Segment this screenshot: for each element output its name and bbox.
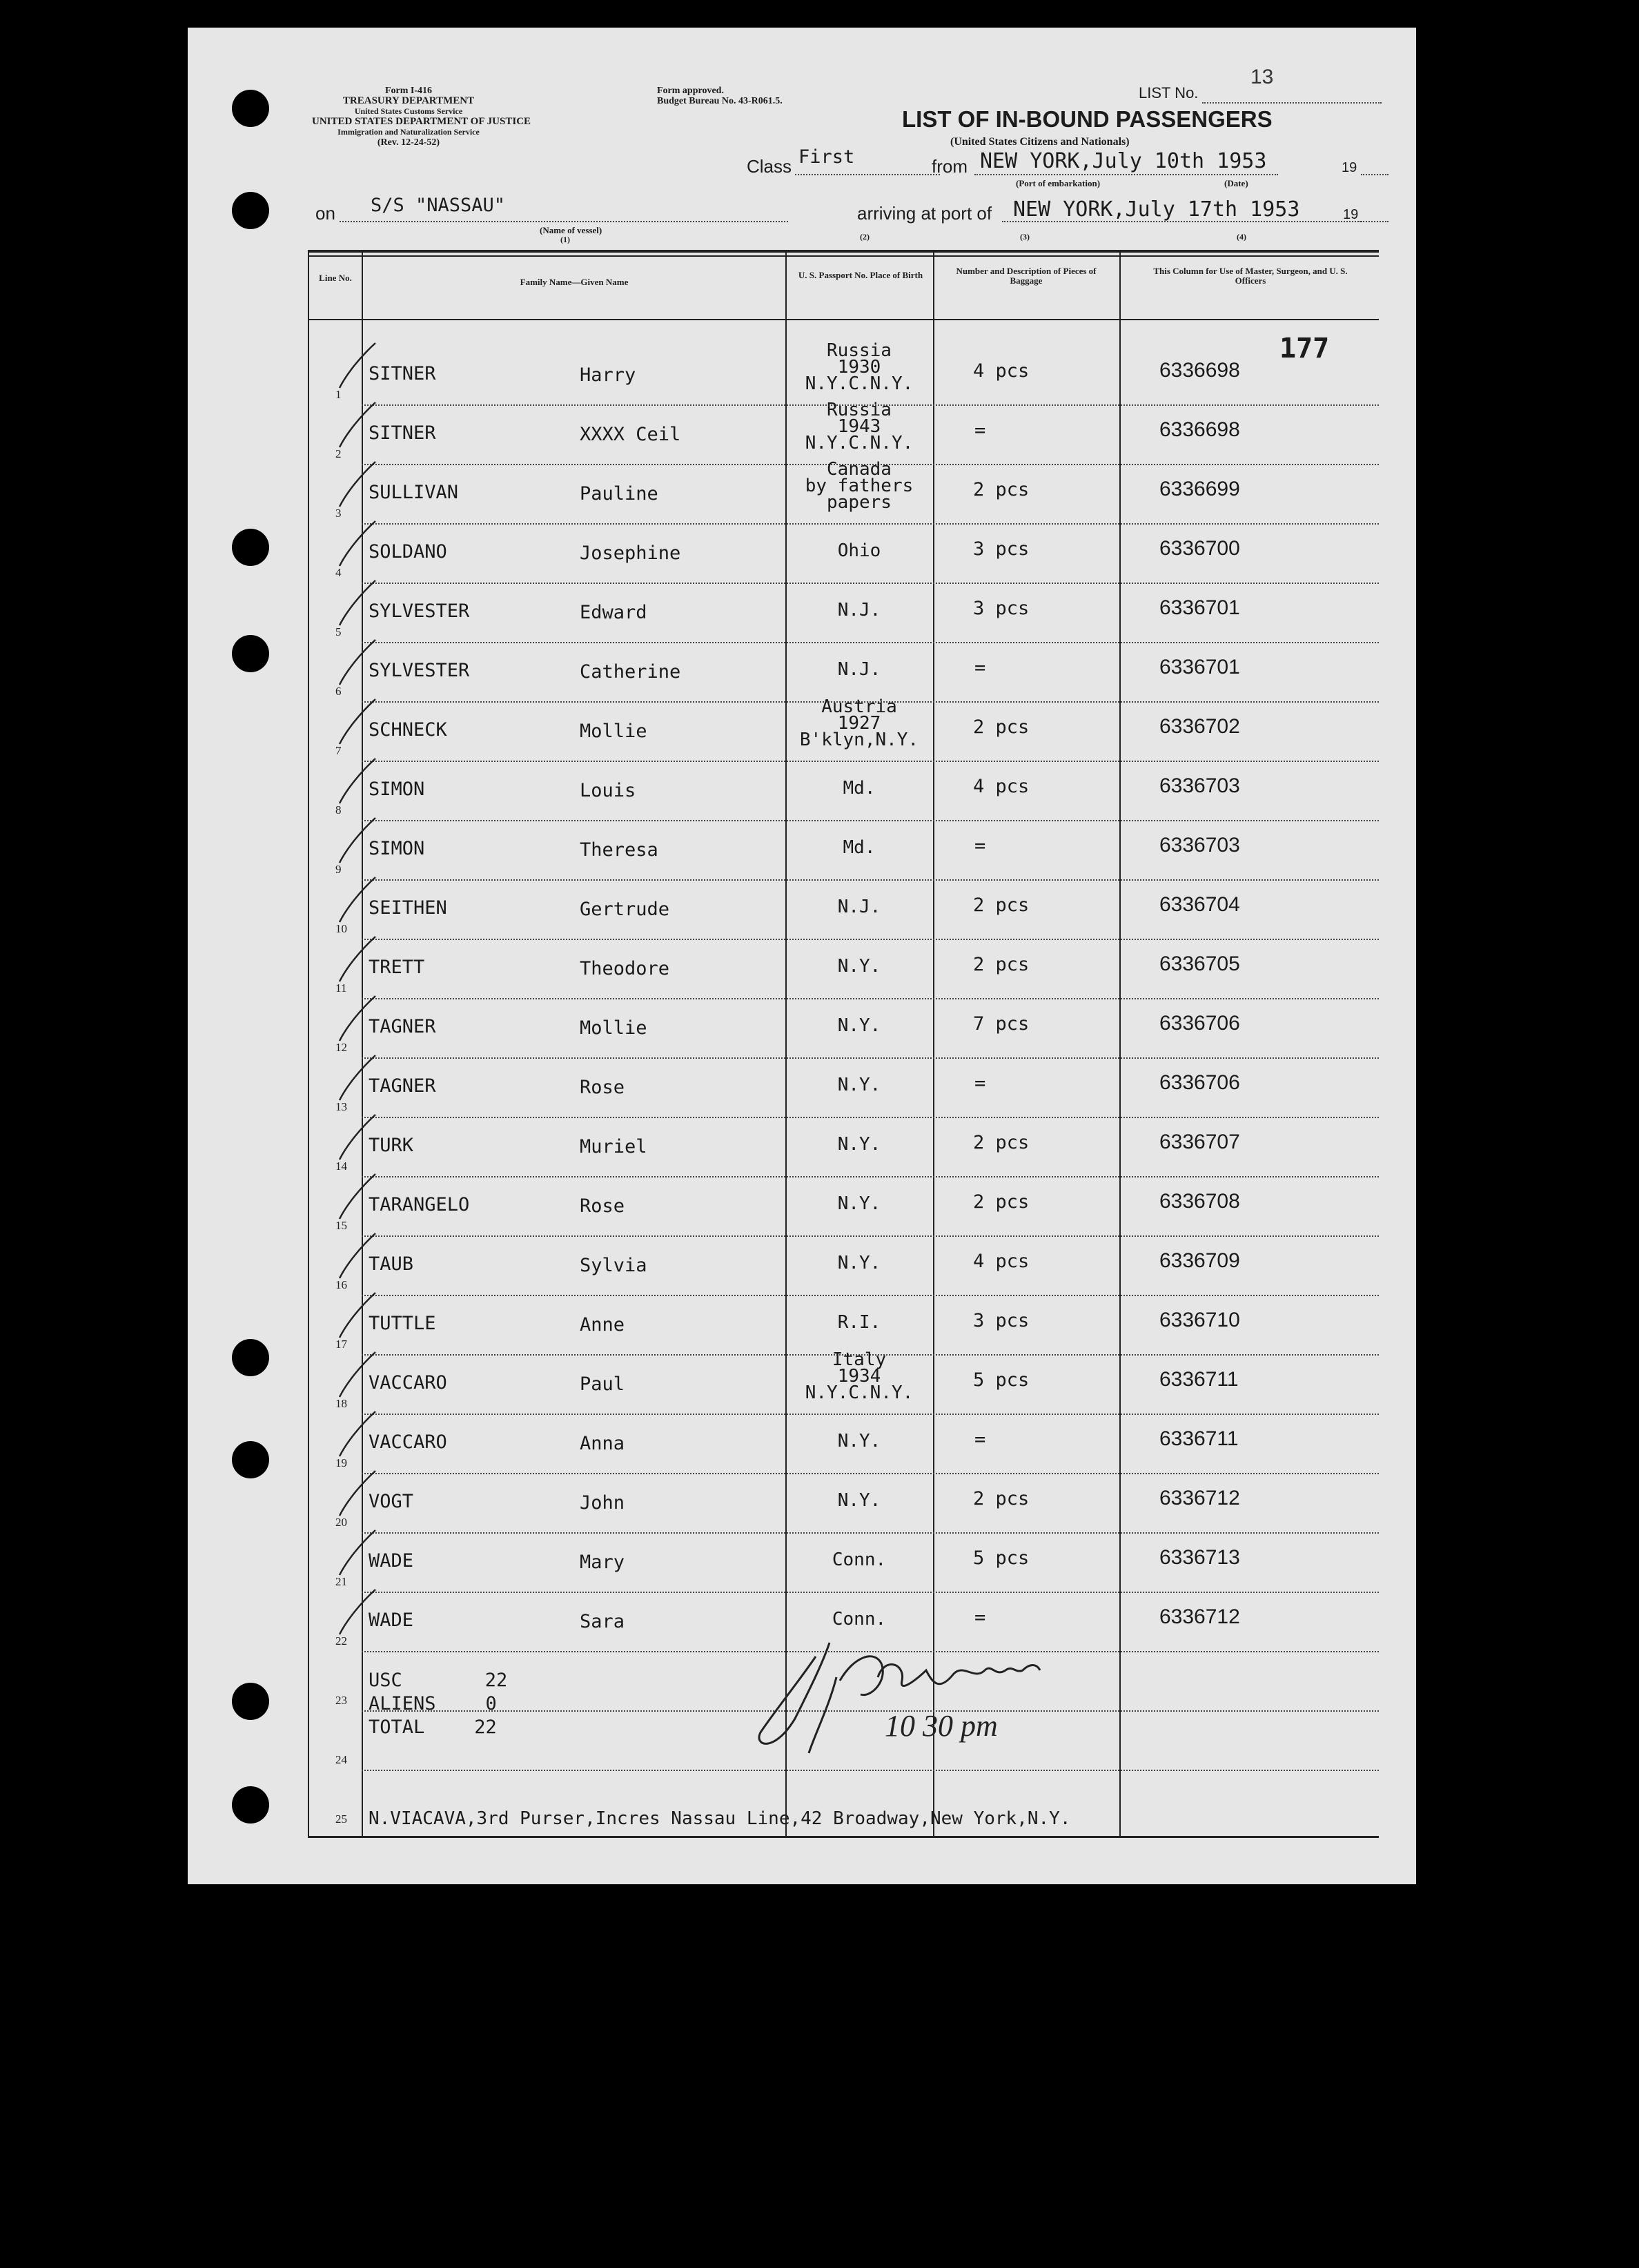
- officer-number: 6336698: [1159, 418, 1240, 441]
- table-row: [188, 940, 1416, 999]
- header-line-no: Line No.: [319, 273, 352, 283]
- officer-number: 6336706: [1159, 1071, 1240, 1094]
- baggage: 2 pcs: [973, 1191, 1030, 1213]
- line-number: 17: [335, 1338, 347, 1351]
- family-name: TAGNER: [369, 1016, 436, 1037]
- col-number-4: (4): [1237, 232, 1246, 242]
- birth-line: N.Y.: [837, 1134, 881, 1155]
- place-of-birth: [787, 1433, 932, 1449]
- revision: (Rev. 12-24-52): [377, 137, 440, 148]
- given-name: Rose: [580, 1077, 625, 1098]
- officer-number: 6336712: [1159, 1487, 1240, 1509]
- passenger-rows: [188, 28, 1416, 1884]
- table-row: [188, 1237, 1416, 1296]
- family-name: TARANGELO: [369, 1194, 470, 1215]
- family-name: TRETT: [369, 957, 425, 978]
- table-row: [188, 1534, 1416, 1593]
- place-of-birth: [787, 778, 932, 799]
- family-name: WADE: [369, 1550, 414, 1572]
- line-number: 14: [335, 1160, 347, 1173]
- family-name: SEITHEN: [369, 897, 447, 919]
- place-of-birth: [787, 1552, 932, 1568]
- line-number: 24: [335, 1753, 347, 1766]
- officer-number: 6336709: [1159, 1249, 1240, 1272]
- birth-line: Md.: [843, 778, 876, 799]
- family-name: SIMON: [369, 838, 425, 859]
- year-suffix-1: 19: [1342, 160, 1357, 175]
- family-name: TAUB: [369, 1253, 414, 1275]
- birth-line: B'klyn,N.Y.: [799, 730, 919, 750]
- header-family-given: Family Name—Given Name: [520, 277, 629, 287]
- from-label: from: [932, 156, 968, 177]
- officer-number: 6336707: [1159, 1131, 1240, 1153]
- customs-service: United States Customs Service: [354, 106, 463, 116]
- place-of-birth: [787, 342, 932, 392]
- officer-number: 6336710: [1159, 1309, 1240, 1331]
- place-of-birth: [787, 839, 932, 856]
- year-suffix-2: 19: [1343, 207, 1359, 222]
- given-name: Mollie: [580, 1017, 647, 1039]
- birth-line: Italy: [832, 1349, 887, 1370]
- table-row: [188, 459, 1416, 525]
- usc-value: 22: [484, 1670, 508, 1691]
- birth-line: Conn.: [832, 1609, 887, 1630]
- manifest-sheet: [188, 28, 1416, 1884]
- aliens-value: 0: [485, 1693, 497, 1714]
- line-number: 1: [335, 388, 342, 401]
- birth-line: by fathers: [805, 476, 914, 496]
- place-of-birth: [787, 402, 932, 451]
- line-number: 7: [335, 744, 342, 757]
- line-number: 11: [335, 981, 347, 995]
- table-row: [188, 1118, 1416, 1177]
- officer-number: 6336701: [1159, 596, 1240, 619]
- given-name: Louis: [580, 780, 636, 801]
- port-embarkation-caption: (Port of embarkation): [1016, 178, 1101, 188]
- line-number: 15: [335, 1219, 347, 1232]
- given-name: Pauline: [580, 483, 658, 505]
- total-label: TOTAL: [369, 1717, 425, 1738]
- place-of-birth: [787, 698, 932, 748]
- baggage: 2 pcs: [973, 895, 1030, 916]
- baggage: 5 pcs: [973, 1369, 1030, 1391]
- birth-line: N.Y.: [837, 1253, 881, 1273]
- officer-number: 6336713: [1159, 1546, 1240, 1569]
- line-number: 10: [335, 922, 347, 935]
- birth-line: Conn.: [832, 1550, 887, 1570]
- family-name: TAGNER: [369, 1075, 436, 1097]
- place-of-birth: [787, 1017, 932, 1034]
- stamp-number: 177: [1279, 333, 1330, 364]
- officer-number: 6336699: [1159, 478, 1240, 500]
- table-row: [188, 1474, 1416, 1534]
- line-number: 23: [335, 1694, 347, 1707]
- line-number: 3: [335, 507, 342, 520]
- place-of-birth: [787, 461, 932, 511]
- from-value: NEW YORK,July 10th 1953: [980, 149, 1267, 173]
- birth-line: Ohio: [837, 540, 881, 561]
- place-of-birth: [787, 1136, 932, 1153]
- officer-number: 6336706: [1159, 1012, 1240, 1035]
- budget-number: Budget Bureau No. 43-R061.5.: [657, 96, 783, 106]
- header-baggage: Number and Description of Pieces of Baggage: [956, 266, 1097, 286]
- baggage: 4 pcs: [973, 360, 1030, 382]
- col-number-3: (3): [1020, 232, 1030, 242]
- family-name: SYLVESTER: [369, 600, 470, 622]
- officer-number: 6336700: [1159, 537, 1240, 560]
- table-row: [188, 525, 1416, 584]
- given-name: Catherine: [580, 661, 681, 683]
- given-name: Anne: [580, 1314, 625, 1336]
- birth-line: R.I.: [837, 1312, 881, 1333]
- line-number: 22: [335, 1634, 347, 1648]
- table-row: [188, 400, 1416, 465]
- baggage: =: [974, 1429, 986, 1450]
- justice-dept: UNITED STATES DEPARTMENT OF JUSTICE: [312, 116, 531, 127]
- birth-line: 1943: [837, 416, 881, 437]
- baggage: 5 pcs: [973, 1547, 1030, 1569]
- table-row: [188, 643, 1416, 703]
- family-name: SCHNECK: [369, 719, 447, 741]
- signature-time: 10 30 pm: [885, 1709, 998, 1743]
- table-row: [188, 1415, 1416, 1474]
- place-of-birth: [787, 899, 932, 915]
- table-row: [188, 821, 1416, 881]
- baggage: =: [974, 835, 986, 857]
- family-name: WADE: [369, 1610, 414, 1631]
- table-row: [188, 1296, 1416, 1356]
- line-number: 16: [335, 1278, 347, 1291]
- header-officers: This Column for Use of Master, Surgeon, and U. S. Officers: [1153, 266, 1348, 286]
- officer-number: 6336711: [1159, 1368, 1239, 1391]
- date-caption: (Date): [1224, 178, 1248, 188]
- line-number: 25: [335, 1812, 347, 1826]
- given-name: Gertrude: [580, 899, 670, 920]
- given-name: Sara: [580, 1611, 625, 1632]
- place-of-birth: [787, 1077, 932, 1093]
- birth-line: Canada: [827, 459, 892, 480]
- birth-line: N.Y.: [837, 956, 881, 977]
- birth-line: Russia: [827, 400, 892, 420]
- baggage: 4 pcs: [973, 1251, 1030, 1272]
- birth-line: N.Y.C.N.Y.: [805, 373, 914, 394]
- baggage: 3 pcs: [973, 598, 1030, 619]
- vessel-column-number: (1): [560, 235, 570, 244]
- baggage: 2 pcs: [973, 1132, 1030, 1153]
- purser-line: N.VIACAVA,3rd Purser,Incres Nassau Line,42 Broadway,New York,N.Y.: [369, 1808, 1071, 1829]
- given-name: Theresa: [580, 839, 658, 861]
- line-number: 8: [335, 803, 342, 817]
- given-name: Edward: [580, 602, 647, 623]
- form-approved: Form approved.: [657, 86, 724, 96]
- on-label: on: [315, 203, 335, 224]
- list-no-label: LIST No.: [1139, 84, 1199, 101]
- baggage: 4 pcs: [973, 776, 1030, 797]
- given-name: Rose: [580, 1195, 625, 1217]
- officer-number: 6336704: [1159, 893, 1240, 916]
- birth-line: Russia: [827, 340, 892, 361]
- given-name: Anna: [580, 1433, 625, 1454]
- treasury-dept: TREASURY DEPARTMENT: [342, 95, 475, 106]
- class-value: First: [798, 146, 855, 168]
- arriving-value: NEW YORK,July 17th 1953: [1013, 197, 1300, 222]
- form-number: Form I-416: [384, 86, 433, 96]
- col-number-2: (2): [860, 232, 870, 242]
- family-name: VACCARO: [369, 1431, 447, 1453]
- baggage: 2 pcs: [973, 479, 1030, 500]
- given-name: Josephine: [580, 542, 681, 564]
- place-of-birth: [787, 1351, 932, 1401]
- table-row: [188, 1349, 1416, 1415]
- baggage: 2 pcs: [973, 1488, 1030, 1509]
- baggage: =: [974, 1073, 986, 1094]
- given-name: Paul: [580, 1373, 625, 1395]
- family-name: TUTTLE: [369, 1313, 436, 1334]
- baggage: 3 pcs: [973, 1310, 1030, 1331]
- totals-block: [369, 1669, 507, 1739]
- birth-line: N.J.: [837, 600, 881, 620]
- table-row: [188, 1177, 1416, 1237]
- vessel-caption: (Name of vessel): [540, 225, 602, 235]
- officer-number: 6336698: [1159, 359, 1240, 382]
- family-name: SYLVESTER: [369, 660, 470, 681]
- baggage: 2 pcs: [973, 954, 1030, 975]
- birth-line: Austria: [821, 696, 897, 717]
- table-row: [188, 696, 1416, 762]
- line-number: 9: [335, 863, 342, 876]
- officer-number: 6336711: [1159, 1427, 1239, 1450]
- given-name: Muriel: [580, 1136, 647, 1157]
- officer-number: 6336702: [1159, 715, 1240, 738]
- birth-line: papers: [827, 492, 892, 513]
- ins-service: Immigration and Naturalization Service: [337, 127, 480, 137]
- family-name: SOLDANO: [369, 541, 447, 563]
- aliens-label: ALIENS: [369, 1693, 436, 1714]
- baggage: =: [974, 420, 986, 441]
- given-name: Sylvia: [580, 1255, 647, 1276]
- arriving-label: arriving at port of: [857, 203, 992, 224]
- given-name: XXXX Ceil: [580, 424, 681, 445]
- table-row: [188, 584, 1416, 643]
- family-name: SITNER: [369, 363, 436, 384]
- page-title: LIST OF IN-BOUND PASSENGERS: [902, 106, 1273, 132]
- birth-line: N.Y.: [837, 1015, 881, 1036]
- birth-line: N.Y.: [837, 1431, 881, 1451]
- table-row: [188, 340, 1416, 406]
- given-name: John: [580, 1492, 625, 1514]
- family-name: SULLIVAN: [369, 482, 459, 503]
- list-no-value: 13: [1250, 66, 1274, 88]
- family-name: SITNER: [369, 422, 436, 444]
- place-of-birth: [787, 1492, 932, 1509]
- line-number: 5: [335, 625, 342, 638]
- birth-line: N.Y.: [837, 1193, 881, 1214]
- officer-number: 6336701: [1159, 656, 1240, 678]
- birth-line: 1930: [837, 357, 881, 378]
- table-row: [188, 881, 1416, 940]
- birth-line: 1934: [837, 1366, 881, 1387]
- header-passport-birth: U. S. Passport No. Place of Birth: [798, 270, 923, 280]
- family-name: SIMON: [369, 779, 425, 800]
- class-label: Class: [747, 156, 792, 177]
- officer-number: 6336703: [1159, 834, 1240, 857]
- birth-line: 1927: [837, 713, 881, 734]
- usc-label: USC: [369, 1670, 402, 1691]
- place-of-birth: [787, 542, 932, 559]
- line-number: 2: [335, 447, 342, 460]
- place-of-birth: [787, 958, 932, 975]
- table-row: [188, 762, 1416, 821]
- birth-line: N.Y.: [837, 1075, 881, 1095]
- baggage: =: [974, 657, 986, 678]
- given-name: Mollie: [580, 721, 647, 742]
- table-row: [188, 1059, 1416, 1118]
- place-of-birth: [787, 1314, 932, 1331]
- officer-number: 6336703: [1159, 774, 1240, 797]
- officer-number: 6336708: [1159, 1190, 1240, 1213]
- place-of-birth: [787, 602, 932, 618]
- officer-number: 6336705: [1159, 952, 1240, 975]
- birth-line: Md.: [843, 837, 876, 858]
- page-subtitle: (United States Citizens and Nationals): [950, 136, 1130, 148]
- place-of-birth: [787, 1255, 932, 1271]
- line-number: 20: [335, 1516, 347, 1529]
- baggage: =: [974, 1607, 986, 1628]
- birth-line: N.Y.: [837, 1490, 881, 1511]
- officer-number: 6336712: [1159, 1605, 1240, 1628]
- baggage: 7 pcs: [973, 1013, 1030, 1035]
- baggage: 2 pcs: [973, 716, 1030, 738]
- given-name: Mary: [580, 1552, 625, 1573]
- family-name: TURK: [369, 1135, 414, 1156]
- family-name: VOGT: [369, 1491, 414, 1512]
- line-number: 21: [335, 1575, 347, 1588]
- line-number: 12: [335, 1041, 347, 1054]
- baggage: 3 pcs: [973, 538, 1030, 560]
- vessel-name: S/S "NASSAU": [371, 195, 506, 216]
- family-name: VACCARO: [369, 1372, 447, 1394]
- line-number: 4: [335, 566, 342, 579]
- birth-line: N.J.: [837, 897, 881, 917]
- table-row: [188, 999, 1416, 1059]
- total-value: 22: [474, 1717, 497, 1738]
- birth-line: N.Y.C.N.Y.: [805, 1382, 914, 1403]
- given-name: Theodore: [580, 958, 670, 979]
- place-of-birth: [787, 1195, 932, 1212]
- birth-line: N.J.: [837, 659, 881, 680]
- birth-line: N.Y.C.N.Y.: [805, 433, 914, 453]
- line-number: 6: [335, 685, 342, 698]
- line-number: 19: [335, 1456, 347, 1469]
- place-of-birth: [787, 661, 932, 678]
- officer-signature: [733, 1615, 1064, 1774]
- given-name: Harry: [580, 364, 636, 386]
- line-number: 18: [335, 1397, 347, 1410]
- line-number: 13: [335, 1100, 347, 1113]
